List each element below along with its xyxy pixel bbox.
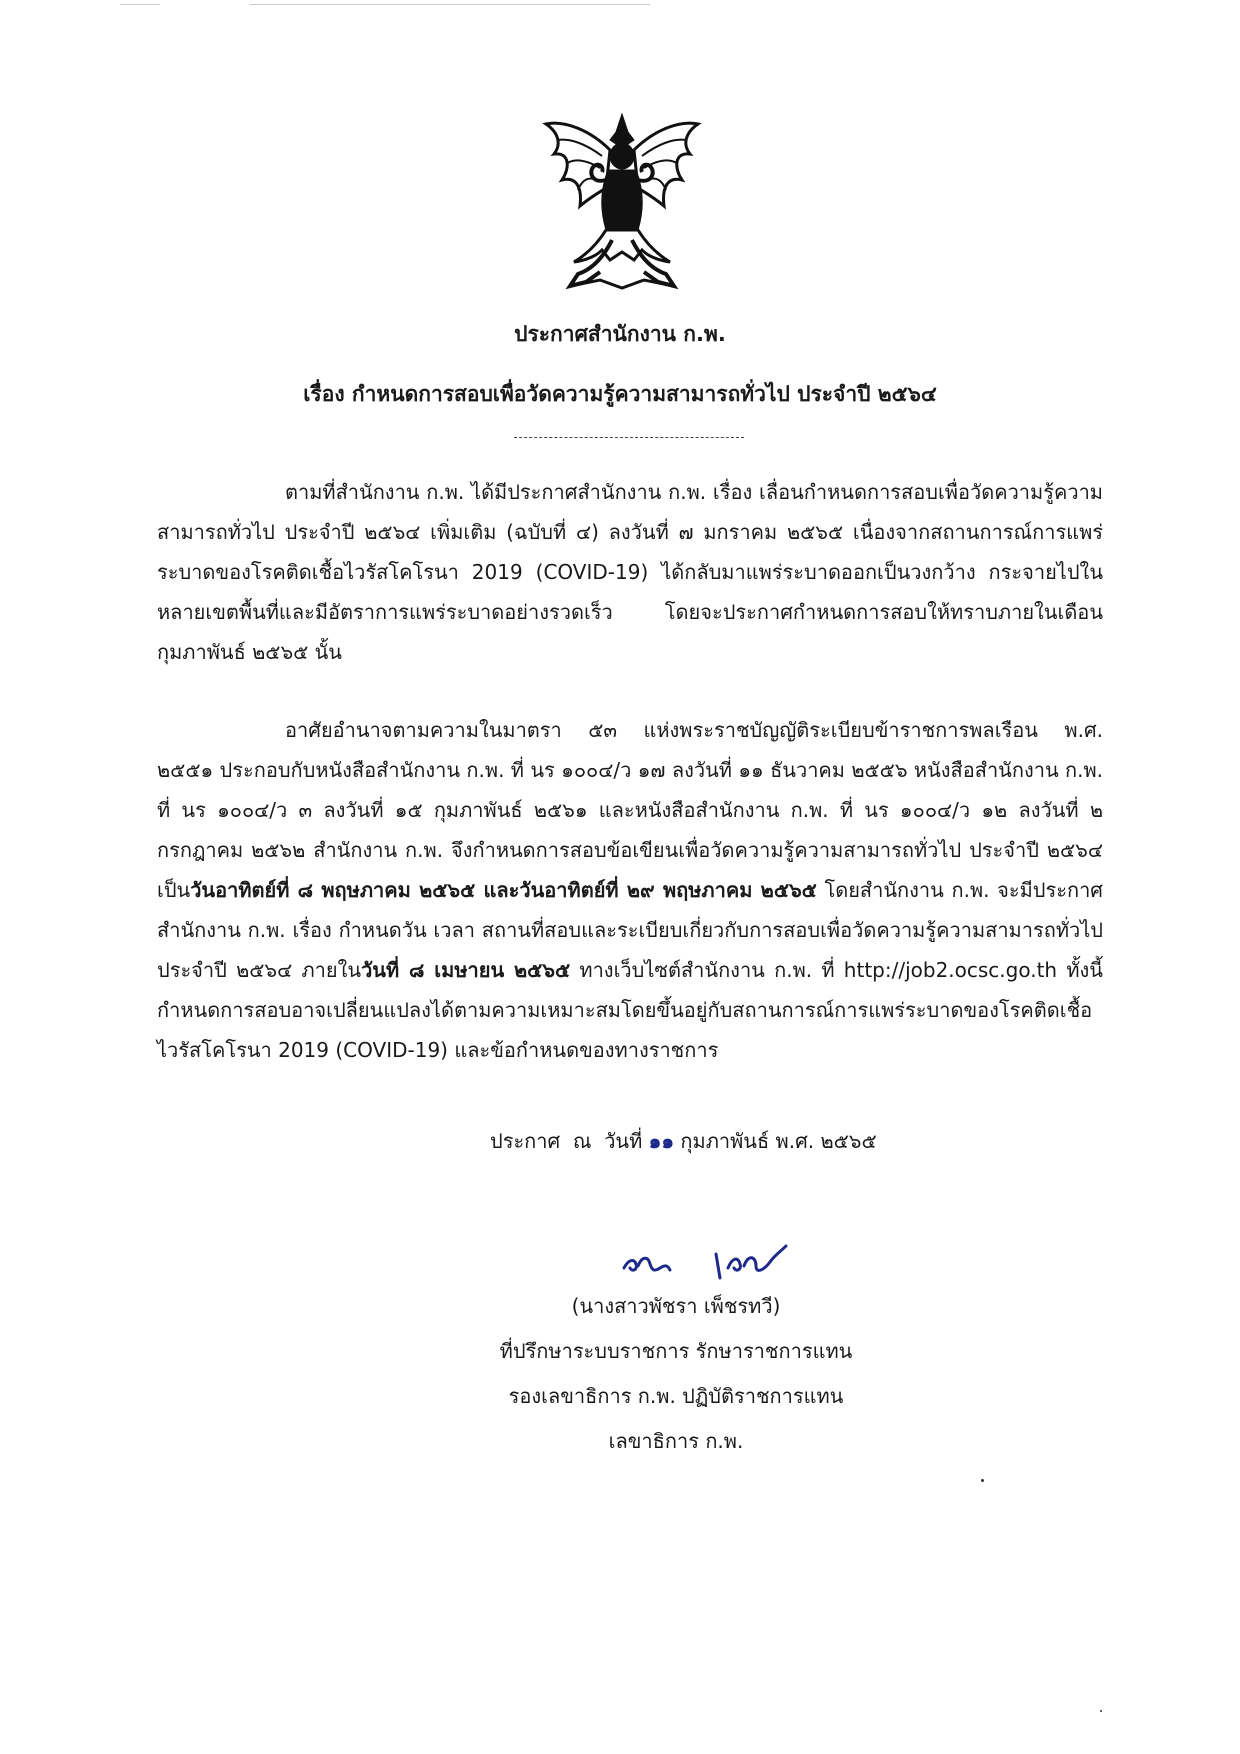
date-line: [490, 1125, 877, 1157]
date-prefix: ประกาศ ณ วันที่: [490, 1129, 649, 1153]
paragraph-2-text: ทางเว็บไซต์สำนักงาน ก.พ. ที่ http://job2.ocsc.go.th ทั้งนี้ กำหนดการสอบอาจเปลี่ยนแปลงได้ตามความเหมาะสมโดยขึ้นอยู่กับสถานการณ์การแพร่ระบาดของโรคติดเชื้อไวรัสโคโรนา 2019 (COVID-19) และข้อกำหนดของทางราชการ: [157, 958, 1103, 1062]
signer-position-1: ที่ปรึกษาระบบราชการ รักษาราชการแทน: [499, 1339, 853, 1363]
body-paragraph-2: [157, 710, 1103, 1070]
paragraph-2-text: อาศัยอำนาจตามความในมาตรา ๕๓ แห่งพระราชบัญญัติระเบียบข้าราชการพลเรือน พ.ศ. ๒๕๕๑ ประกอบกับหนังสือสำนักงาน ก.พ. ที่ นร ๑๐๐๔/ว ๑๗ ลงวันที่ ๑๑ ธันวาคม ๒๕๕๖ หนังสือสำนักงาน ก.พ. ที่ นร ๑๐๐๔/ว ๓ ลงวันที่ ๑๕ กุมภาพันธ์ ๒๕๖๑ และหนังสือสำนักงาน ก.พ. ที่ นร ๑๐๐๔/ว ๑๒ ลงวันที่ ๒ กรกฎาคม ๒๕๖๒ สำนักงาน ก.พ. จึงกำหนดการสอบข้อเขียนเพื่อวัดความรู้ความสามารถทั่วไป ประจำปี ๒๕๖๔ เป็น: [157, 718, 1103, 902]
handwritten-signature: [620, 1238, 790, 1282]
signer-position-3: เลขาธิการ ก.พ.: [608, 1429, 744, 1453]
date-day-handwritten: ๑๑: [648, 1129, 675, 1153]
scan-speck: [981, 1479, 984, 1482]
announcement-subject: เรื่อง กำหนดการสอบเพื่อวัดความรู้ความสามารถทั่วไป ประจำปี ๒๕๖๔: [303, 382, 937, 406]
date-suffix: กุมภาพันธ์ พ.ศ. ๒๕๖๕: [674, 1129, 877, 1153]
signer-position-2: รองเลขาธิการ ก.พ. ปฏิบัติราชการแทน: [508, 1384, 844, 1408]
scan-speck: [1100, 1710, 1102, 1712]
garuda-emblem: [540, 110, 704, 292]
announcement-date: วันที่ ๘ เมษายน ๒๕๖๕: [361, 958, 571, 982]
scan-artifact-line: [250, 4, 650, 5]
body-paragraph-1: ตามที่สำนักงาน ก.พ. ได้มีประกาศสำนักงาน ก.พ. เรื่อง เลื่อนกำหนดการสอบเพื่อวัดความรู้ความสามารถทั่วไป ประจำปี ๒๕๖๔ เพิ่มเติม (ฉบับที่ ๔) ลงวันที่ ๗ มกราคม ๒๕๖๕ เนื่องจากสถานการณ์การแพร่ระบาดของโรคติดเชื้อไวรัสโคโรนา 2019 (COVID-19) ได้กลับมาแพร่ระบาดออกเป็นวงกว้าง กระจายไปในหลายเขตพื้นที่และมีอัตราการแพร่ระบาดอย่างรวดเร็ว โดยจะประกาศกำหนดการสอบให้ทราบภายในเดือนกุมภาพันธ์ ๒๕๖๕ นั้น: [157, 480, 1103, 664]
signer-name: (นางสาวพัชรา เพ็ชรทวี): [571, 1294, 781, 1318]
paragraph-2-text: โดยสำนักงาน ก.พ. จะมีประกาศสำนักงาน ก.พ. เรื่อง กำหนดวัน เวลา สถานที่สอบและระเบียบเกี่ยวกับการสอบเพื่อวัดความรู้ความสามารถทั่วไป ประจำปี ๒๕๖๔ ภายใน: [157, 878, 1103, 982]
scan-artifact-line: [120, 4, 160, 5]
exam-dates: วันอาทิตย์ที่ ๘ พฤษภาคม ๒๕๖๕ และวันอาทิตย์ที่ ๒๙ พฤษภาคม ๒๕๖๕: [190, 878, 817, 902]
separator-line: [514, 437, 744, 438]
announcement-heading: ประกาศสำนักงาน ก.พ.: [514, 322, 726, 346]
